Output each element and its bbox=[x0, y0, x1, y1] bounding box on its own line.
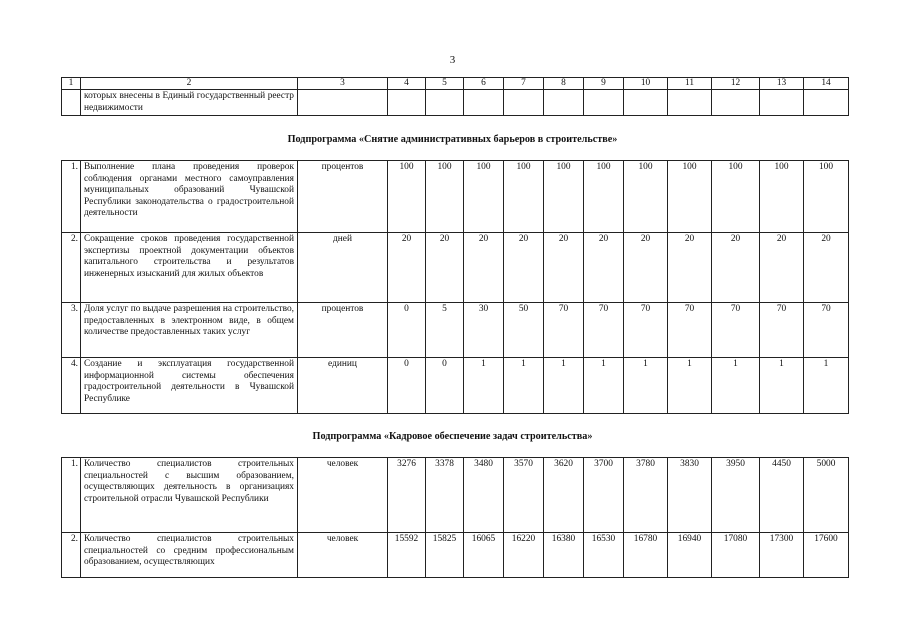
value-cell: 70 bbox=[804, 303, 849, 358]
value-cell: 1 bbox=[584, 358, 624, 414]
value-cell bbox=[464, 90, 504, 116]
value-cell: 16380 bbox=[544, 533, 584, 578]
value-cell: 70 bbox=[668, 303, 712, 358]
value-cell: 1 bbox=[544, 358, 584, 414]
value-cell: 5 bbox=[426, 303, 464, 358]
value-cell bbox=[760, 90, 804, 116]
row-number: 2. bbox=[62, 233, 81, 303]
value-cell: 20 bbox=[584, 233, 624, 303]
column-number-8: 8 bbox=[544, 78, 584, 90]
value-cell: 20 bbox=[760, 233, 804, 303]
value-cell: 70 bbox=[624, 303, 668, 358]
value-cell: 70 bbox=[760, 303, 804, 358]
value-cell: 1 bbox=[504, 358, 544, 414]
indicator-name: Количество специалистов строительных специальностей со средним профессиональным образованием, осуществляющих bbox=[81, 533, 298, 578]
section-title-admin-barriers: Подпрограмма «Снятие административных барьеров в строительстве» bbox=[287, 134, 618, 145]
value-cell: 16065 bbox=[464, 533, 504, 578]
value-cell: 20 bbox=[464, 233, 504, 303]
table-row bbox=[62, 358, 849, 414]
value-cell: 20 bbox=[712, 233, 760, 303]
value-cell: 1 bbox=[804, 358, 849, 414]
column-number-7: 7 bbox=[504, 78, 544, 90]
table-row bbox=[62, 161, 849, 233]
value-cell: 3830 bbox=[668, 458, 712, 533]
column-number-9: 9 bbox=[584, 78, 624, 90]
header-row bbox=[62, 78, 849, 90]
continued-row bbox=[62, 90, 849, 116]
value-cell bbox=[624, 90, 668, 116]
value-cell: 100 bbox=[804, 161, 849, 233]
indicator-name: Создание и эксплуатация государственной информационной системы обеспечения градостроительной деятельности в Чувашской Республике bbox=[81, 358, 298, 414]
value-cell: 70 bbox=[712, 303, 760, 358]
table-row bbox=[62, 533, 849, 578]
value-cell bbox=[668, 90, 712, 116]
value-cell: 16780 bbox=[624, 533, 668, 578]
column-number-4: 4 bbox=[388, 78, 426, 90]
table-row bbox=[62, 458, 849, 533]
value-cell: 100 bbox=[584, 161, 624, 233]
value-cell: 100 bbox=[504, 161, 544, 233]
indicator-name: Количество специалистов строительных специальностей с высшим образованием, осуществляющих деятельность в организациях строительной отрасли Чувашской Республики bbox=[81, 458, 298, 533]
value-cell: 3276 bbox=[388, 458, 426, 533]
value-cell: 1 bbox=[760, 358, 804, 414]
value-cell: 1 bbox=[668, 358, 712, 414]
value-cell: 15825 bbox=[426, 533, 464, 578]
value-cell: 100 bbox=[388, 161, 426, 233]
value-cell: 20 bbox=[624, 233, 668, 303]
value-cell: 5000 bbox=[804, 458, 849, 533]
unit bbox=[298, 90, 388, 116]
row-number bbox=[62, 90, 81, 116]
indicators-table-admin-barriers bbox=[61, 160, 849, 414]
value-cell: 20 bbox=[544, 233, 584, 303]
value-cell: 17300 bbox=[760, 533, 804, 578]
column-number-3: 3 bbox=[298, 78, 388, 90]
value-cell: 50 bbox=[504, 303, 544, 358]
value-cell: 3378 bbox=[426, 458, 464, 533]
value-cell: 17080 bbox=[712, 533, 760, 578]
column-number-10: 10 bbox=[624, 78, 668, 90]
section-title-staffing: Подпрограмма «Кадровое обеспечение задач строительства» bbox=[312, 431, 593, 442]
value-cell: 0 bbox=[426, 358, 464, 414]
column-number-5: 5 bbox=[426, 78, 464, 90]
value-cell: 100 bbox=[464, 161, 504, 233]
row-number: 4. bbox=[62, 358, 81, 414]
value-cell: 100 bbox=[760, 161, 804, 233]
row-number: 1. bbox=[62, 458, 81, 533]
value-cell: 15592 bbox=[388, 533, 426, 578]
indicator-name: Выполнение плана проведения проверок соблюдения органами местного самоуправления муниципальных образований Чувашской Республики законодательства о градостроительной деятельности bbox=[81, 161, 298, 233]
value-cell bbox=[804, 90, 849, 116]
column-number-12: 12 bbox=[712, 78, 760, 90]
value-cell: 17600 bbox=[804, 533, 849, 578]
value-cell: 20 bbox=[804, 233, 849, 303]
value-cell: 3780 bbox=[624, 458, 668, 533]
value-cell: 20 bbox=[426, 233, 464, 303]
value-cell: 100 bbox=[624, 161, 668, 233]
unit: процентов bbox=[298, 161, 388, 233]
page-number: 3 bbox=[449, 54, 456, 66]
value-cell bbox=[584, 90, 624, 116]
row-number: 2. bbox=[62, 533, 81, 578]
value-cell bbox=[712, 90, 760, 116]
value-cell bbox=[544, 90, 584, 116]
value-cell: 0 bbox=[388, 303, 426, 358]
column-number-1: 1 bbox=[62, 78, 81, 90]
indicator-name: Сокращение сроков проведения государственной экспертизы проектной документации объектов капитального строительства и результатов инженерных изысканий для жилых объектов bbox=[81, 233, 298, 303]
value-cell: 70 bbox=[544, 303, 584, 358]
value-cell: 16530 bbox=[584, 533, 624, 578]
value-cell: 0 bbox=[388, 358, 426, 414]
value-cell: 100 bbox=[668, 161, 712, 233]
unit: человек bbox=[298, 458, 388, 533]
value-cell: 16220 bbox=[504, 533, 544, 578]
value-cell: 20 bbox=[504, 233, 544, 303]
column-number-13: 13 bbox=[760, 78, 804, 90]
column-number-14: 14 bbox=[804, 78, 849, 90]
value-cell: 3700 bbox=[584, 458, 624, 533]
indicators-table-staffing bbox=[61, 457, 849, 578]
value-cell: 1 bbox=[624, 358, 668, 414]
table-row bbox=[62, 233, 849, 303]
value-cell: 100 bbox=[544, 161, 584, 233]
value-cell: 4450 bbox=[760, 458, 804, 533]
unit: человек bbox=[298, 533, 388, 578]
unit: процентов bbox=[298, 303, 388, 358]
value-cell: 3480 bbox=[464, 458, 504, 533]
value-cell: 30 bbox=[464, 303, 504, 358]
indicator-name: Доля услуг по выдаче разрешения на строительство, предоставленных в электронном виде, в общем количестве предоставленных таких услуг bbox=[81, 303, 298, 358]
value-cell: 20 bbox=[388, 233, 426, 303]
indicator-name: которых внесены в Единый государственный реестр недвижимости bbox=[81, 90, 298, 116]
unit: единиц bbox=[298, 358, 388, 414]
row-number: 3. bbox=[62, 303, 81, 358]
value-cell: 1 bbox=[464, 358, 504, 414]
value-cell: 100 bbox=[426, 161, 464, 233]
value-cell: 3620 bbox=[544, 458, 584, 533]
indicators-table-top bbox=[61, 77, 849, 116]
value-cell: 70 bbox=[584, 303, 624, 358]
unit: дней bbox=[298, 233, 388, 303]
table-row bbox=[62, 303, 849, 358]
value-cell bbox=[388, 90, 426, 116]
value-cell: 3570 bbox=[504, 458, 544, 533]
value-cell: 16940 bbox=[668, 533, 712, 578]
value-cell: 20 bbox=[668, 233, 712, 303]
row-number: 1. bbox=[62, 161, 81, 233]
value-cell bbox=[504, 90, 544, 116]
value-cell: 1 bbox=[712, 358, 760, 414]
value-cell: 100 bbox=[712, 161, 760, 233]
column-number-6: 6 bbox=[464, 78, 504, 90]
column-number-2: 2 bbox=[81, 78, 298, 90]
column-number-11: 11 bbox=[668, 78, 712, 90]
value-cell: 3950 bbox=[712, 458, 760, 533]
value-cell bbox=[426, 90, 464, 116]
